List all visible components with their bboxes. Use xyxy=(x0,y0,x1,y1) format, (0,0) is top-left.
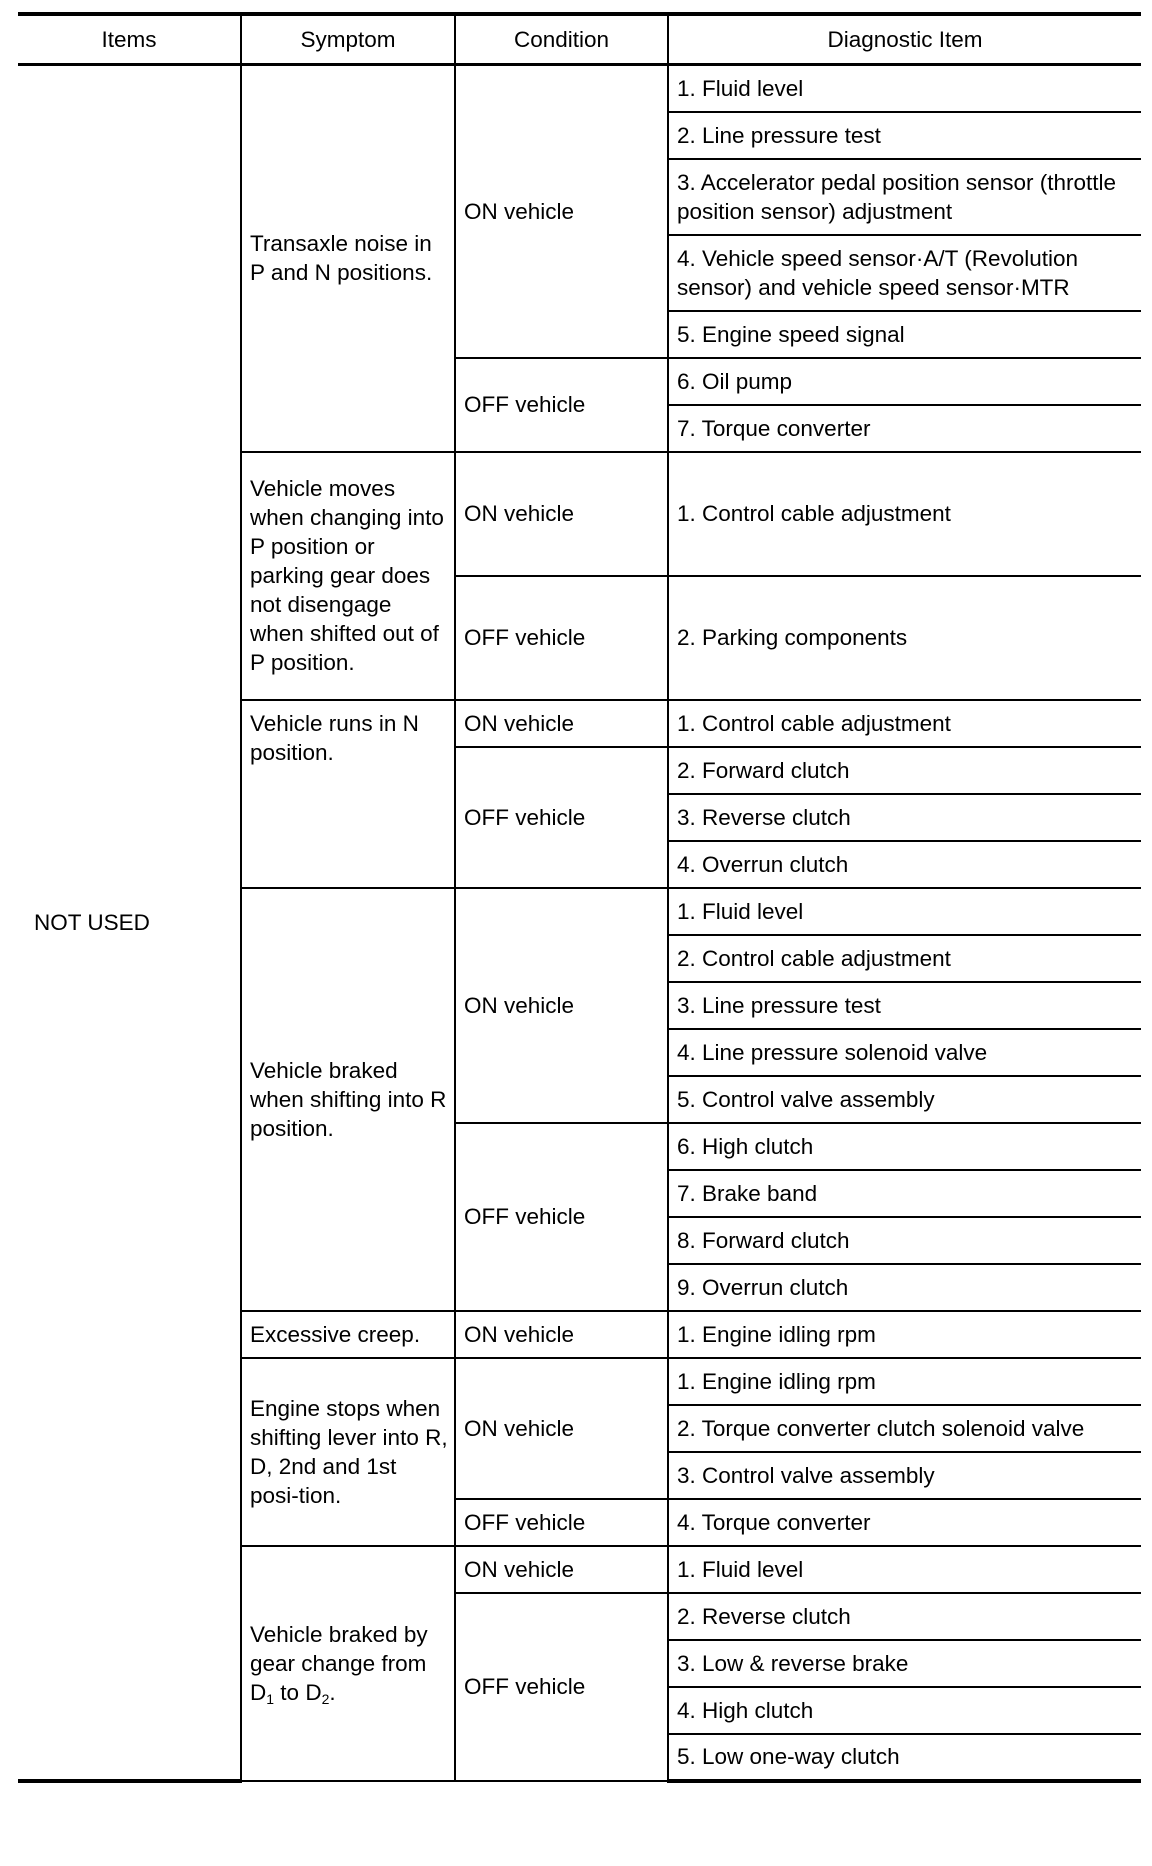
diagnostic-item: 2. Parking components xyxy=(668,576,1141,700)
symptom-cell: Vehicle moves when changing into P position or parking gear does not disengage when shifted out of P position. xyxy=(241,452,455,700)
diagnostic-item: 4. Overrun clutch xyxy=(668,841,1141,888)
diagnostic-table xyxy=(18,12,1141,1783)
diagnostic-item: 5. Control valve assembly xyxy=(668,1076,1141,1123)
symptom-cell: Engine stops when shifting lever into R, D, 2nd and 1st posi-tion. xyxy=(241,1358,455,1546)
condition-cell: ON vehicle xyxy=(455,700,668,747)
condition-cell: OFF vehicle xyxy=(455,1499,668,1546)
symptom-cell: Vehicle braked when shifting into R position. xyxy=(241,888,455,1311)
symptom-cell: Transaxle noise in P and N positions. xyxy=(241,65,455,452)
diagnostic-item: 2. Forward clutch xyxy=(668,747,1141,794)
diagnostic-item: 1. Engine idling rpm xyxy=(668,1311,1141,1358)
diagnostic-item: 3. Low & reverse brake xyxy=(668,1640,1141,1687)
diagnostic-item: 3. Accelerator pedal position sensor (throttle position sensor) adjustment xyxy=(668,159,1141,235)
symptom-cell: Vehicle runs in N position. xyxy=(241,700,455,888)
condition-cell: ON vehicle xyxy=(455,1358,668,1499)
header-condition: Condition xyxy=(455,14,668,65)
diagnostic-item: 1. Fluid level xyxy=(668,888,1141,935)
condition-cell: OFF vehicle xyxy=(455,358,668,452)
diagnostic-item: 9. Overrun clutch xyxy=(668,1264,1141,1311)
diagnostic-item: 1. Fluid level xyxy=(668,1546,1141,1593)
diagnostic-item: 3. Reverse clutch xyxy=(668,794,1141,841)
subscript: 1 xyxy=(266,1690,275,1707)
items-cell: NOT USED xyxy=(18,65,241,1781)
symptom-cell xyxy=(241,1546,455,1781)
header-row xyxy=(18,14,1141,65)
diagnostic-item: 8. Forward clutch xyxy=(668,1217,1141,1264)
condition-cell: OFF vehicle xyxy=(455,576,668,700)
diagnostic-item: 1. Engine idling rpm xyxy=(668,1358,1141,1405)
condition-cell: OFF vehicle xyxy=(455,1593,668,1781)
diagnostic-item: 2. Line pressure test xyxy=(668,112,1141,159)
condition-cell: ON vehicle xyxy=(455,1546,668,1593)
diagnostic-item: 2. Control cable adjustment xyxy=(668,935,1141,982)
diagnostic-item: 4. High clutch xyxy=(668,1687,1141,1734)
condition-cell: OFF vehicle xyxy=(455,747,668,888)
symptom-text-part: Vehicle braked by gear change from D xyxy=(250,1621,428,1705)
diagnostic-item: 1. Fluid level xyxy=(668,65,1141,112)
diagnostic-item: 5. Engine speed signal xyxy=(668,311,1141,358)
diagnostic-item: 3. Control valve assembly xyxy=(668,1452,1141,1499)
condition-cell: ON vehicle xyxy=(455,1311,668,1358)
subscript: 2 xyxy=(321,1690,330,1707)
diagnostic-item: 4. Vehicle speed sensor·A/T (Revolution sensor) and vehicle speed sensor·MTR xyxy=(668,235,1141,311)
condition-cell: OFF vehicle xyxy=(455,1123,668,1311)
diagnostic-item: 6. Oil pump xyxy=(668,358,1141,405)
diagnostic-item: 5. Low one-way clutch xyxy=(668,1734,1141,1781)
diagnostic-item: 7. Torque converter xyxy=(668,405,1141,452)
table-row xyxy=(18,65,1141,112)
diagnostic-item: 1. Control cable adjustment xyxy=(668,700,1141,747)
symptom-text-part: . xyxy=(329,1679,336,1705)
diagnostic-item: 4. Torque converter xyxy=(668,1499,1141,1546)
diagnostic-item: 1. Control cable adjustment xyxy=(668,452,1141,576)
diagnostic-item: 4. Line pressure solenoid valve xyxy=(668,1029,1141,1076)
diagnostic-item: 2. Reverse clutch xyxy=(668,1593,1141,1640)
diagnostic-item: 7. Brake band xyxy=(668,1170,1141,1217)
condition-cell: ON vehicle xyxy=(455,888,668,1123)
diagnostic-item: 3. Line pressure test xyxy=(668,982,1141,1029)
header-diagnostic-item: Diagnostic Item xyxy=(668,14,1141,65)
header-items: Items xyxy=(18,14,241,65)
condition-cell: ON vehicle xyxy=(455,65,668,358)
diagnostic-item: 6. High clutch xyxy=(668,1123,1141,1170)
condition-cell: ON vehicle xyxy=(455,452,668,576)
symptom-text-part: to D xyxy=(274,1679,322,1705)
symptom-cell: Excessive creep. xyxy=(241,1311,455,1358)
header-symptom: Symptom xyxy=(241,14,455,65)
diagnostic-item: 2. Torque converter clutch solenoid valve xyxy=(668,1405,1141,1452)
